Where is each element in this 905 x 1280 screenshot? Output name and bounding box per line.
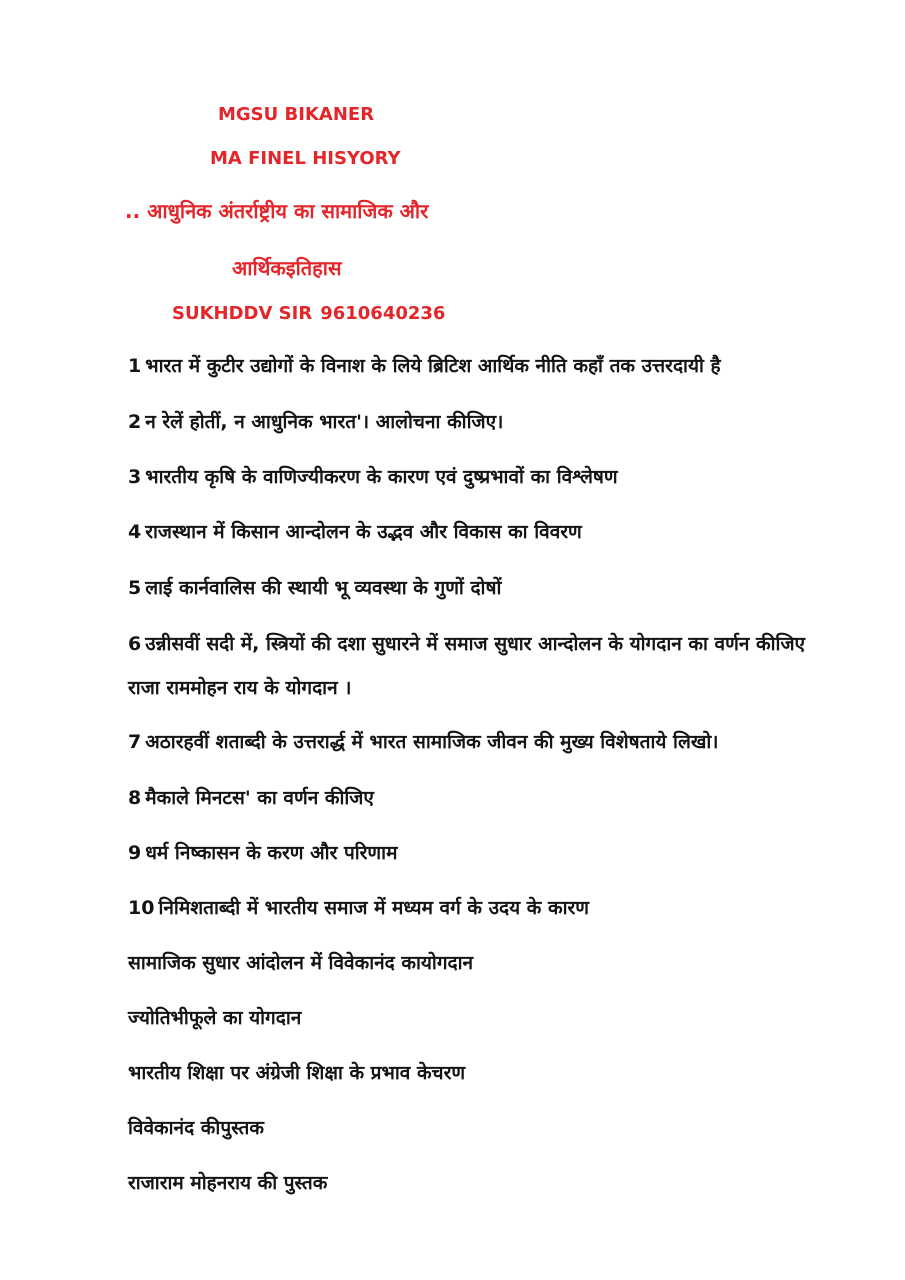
teacher-name: SUKHDDV SIR [172,303,313,324]
topic-item: राजाराम मोहनराय की पुस्तक [128,1172,328,1194]
question-text: उन्नीसवीं सदी में, स्त्रियों की दशा सुधारने में समाज सुधार आन्दोलन के योगदान का वर्णन कीजिए [145,633,806,655]
question-6-continuation: राजा राममोहन राय के योगदान । [128,677,352,699]
teacher-contact [172,303,445,324]
question-number: 9 [128,842,142,864]
question-number: 10 [128,897,155,919]
question-8 [128,784,374,810]
question-6 [128,630,805,656]
question-text: भारत में कुटीर उद्योगों के विनाश के लिये ब्रिटिश आर्थिक नीति कहाँ तक उत्तरदायी है [145,355,721,377]
subject-title-line2: आर्थिकइतिहास [232,256,342,280]
question-number: 5 [128,577,142,599]
question-text: लाई कार्नवालिस की स्थायी भू व्यवस्था के गुणों दोषों [145,577,502,599]
question-2 [128,408,503,434]
question-5 [128,574,501,600]
question-number: 2 [128,411,142,433]
question-text: अठारहवीं शताब्दी के उत्तरार्द्ध में भारत सामाजिक जीवन की मुख्य विशेषताये लिखो। [145,731,719,753]
question-10 [128,894,589,920]
question-text: मैकाले मिनटस' का वर्णन कीजिए [145,787,374,809]
subject-title-line1: .. आधुनिक अंतर्राष्ट्रीय का सामाजिक और [125,199,429,223]
question-number: 7 [128,731,142,753]
question-number: 4 [128,521,142,543]
question-1 [128,352,721,378]
question-7 [128,728,719,754]
university-title: MGSU BIKANER [218,104,375,125]
question-text: न रेलें होतीं, न आधुनिक भारत'। आलोचना कीजिए। [145,411,504,433]
topic-item: विवेकानंद कीपुस्तक [128,1117,264,1139]
question-text: धर्म निष्कासन के करण और परिणाम [145,842,398,864]
question-9 [128,839,397,865]
question-3 [128,463,618,489]
question-text: राजस्थान में किसान आन्दोलन के उद्भव और विकास का विवरण [145,521,582,543]
teacher-phone: 9610640236 [320,303,446,324]
topic-item: ज्योतिभीफूले का योगदान [128,1007,302,1029]
question-4 [128,518,582,544]
question-number: 3 [128,466,142,488]
topic-item: भारतीय शिक्षा पर अंग्रेजी शिक्षा के प्रभाव केचरण [128,1062,466,1084]
question-number: 6 [128,633,142,655]
course-title: MA FINEL HISYORY [210,148,401,169]
question-text: भारतीय कृषि के वाणिज्यीकरण के कारण एवं दुष्प्रभावों का विश्लेषण [145,466,618,488]
topic-item: सामाजिक सुधार आंदोलन में विवेकानंद कायोगदान [128,952,474,974]
question-number: 1 [128,355,142,377]
question-text: निमिशताब्दी में भारतीय समाज में मध्यम वर्ग के उदय के कारण [158,897,590,919]
question-number: 8 [128,787,142,809]
